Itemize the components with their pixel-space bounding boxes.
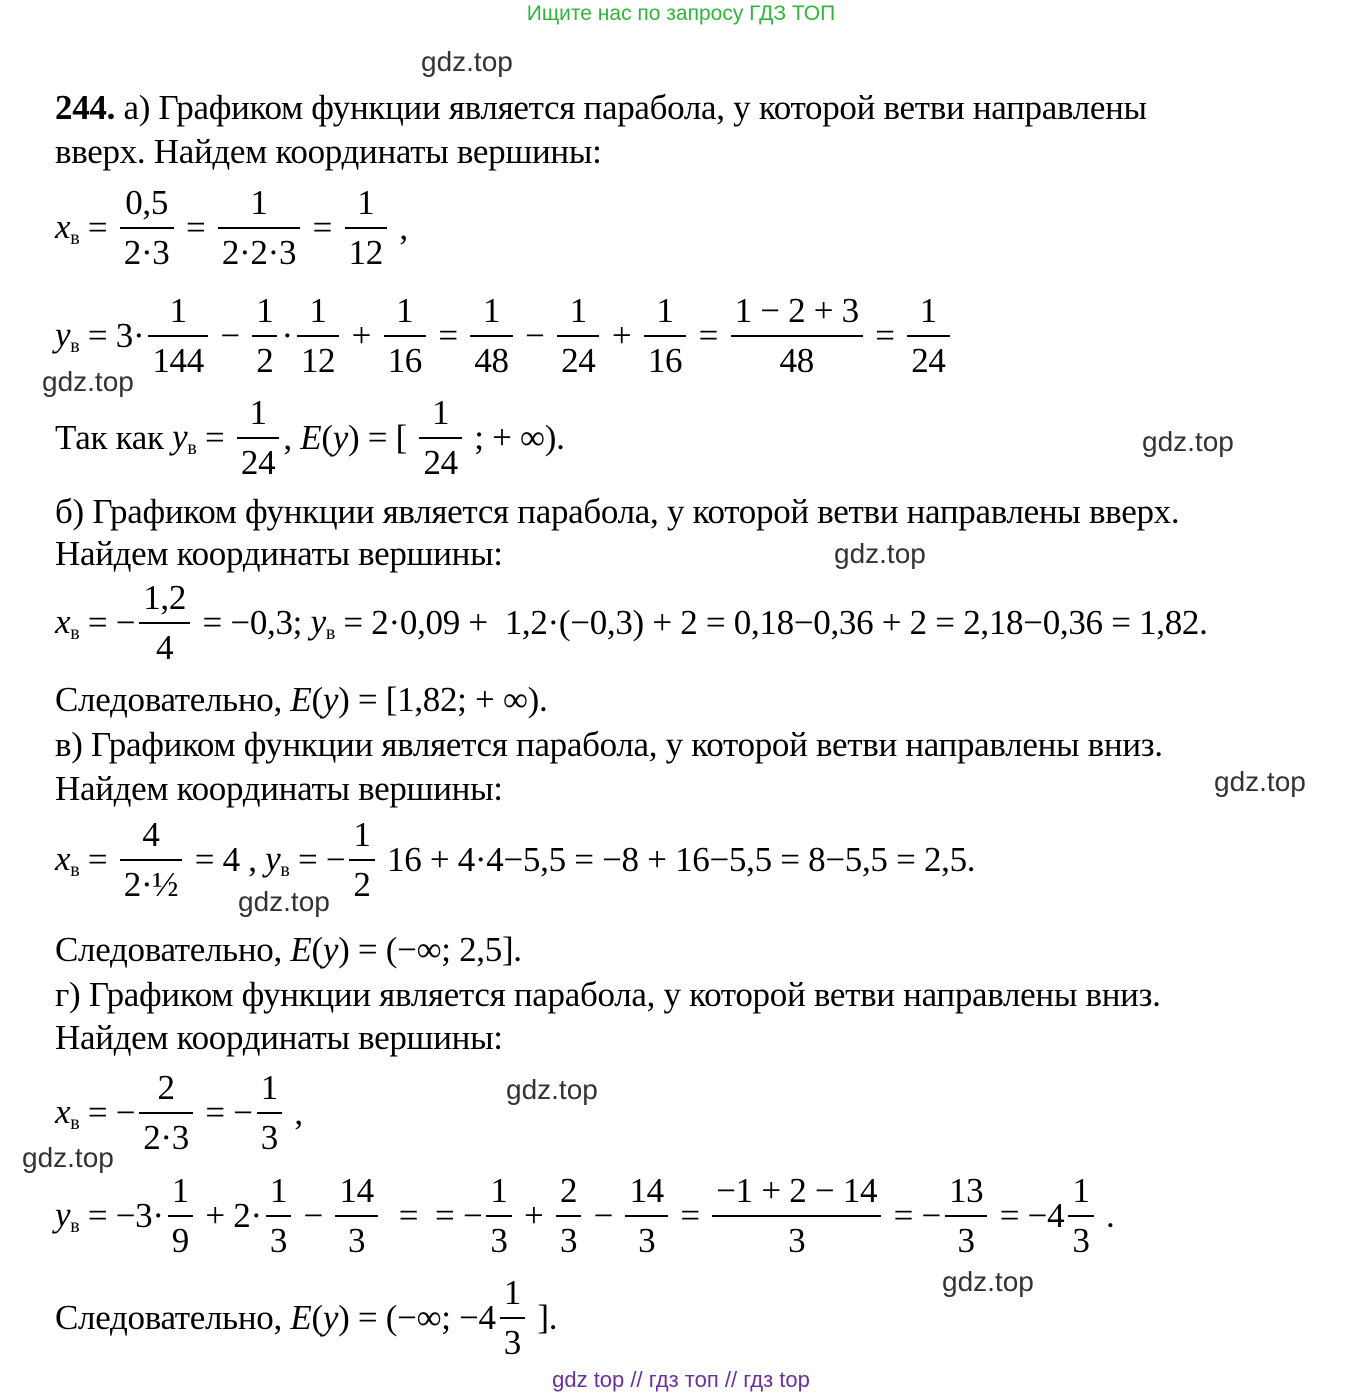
text-run: а) Графиком функции является парабола, у которой ветви направлены [115, 88, 1147, 127]
fraction-numerator: 4 [142, 815, 160, 854]
part-v-conclusion [55, 928, 522, 972]
text-run: = 2·0,09 + 1,2·(−0,3) + 2 = 0,18−0,36 + 2 = 2,18−0,36 = 1,82. [334, 603, 1208, 642]
fraction-denominator: 2 [252, 335, 277, 385]
math-variable-subscripted [172, 417, 196, 460]
text-run: ]. [528, 1298, 558, 1337]
fraction-denominator: 16 [644, 335, 686, 385]
fraction [335, 1167, 377, 1265]
fraction [470, 287, 512, 385]
fraction [237, 389, 279, 487]
text-run: , [390, 208, 408, 247]
fraction [907, 287, 949, 385]
text-run: = [177, 208, 214, 247]
watermark: gdz.top [1214, 766, 1306, 797]
math-variable: E [290, 1298, 312, 1337]
fraction-numerator: 13 [948, 1171, 984, 1210]
text-run: 16 + 4·4−5,5 = −8 + 16−5,5 = 8−5,5 = 2,5. [378, 840, 976, 879]
fraction [1068, 1167, 1093, 1265]
fraction [557, 287, 599, 385]
fraction-denominator: 2·2·3 [218, 227, 300, 277]
fraction-numerator: 1 [171, 1171, 189, 1210]
fraction-numerator: 1 [250, 183, 268, 222]
fraction-denominator: 3 [712, 1215, 881, 1265]
text-run: ( [311, 680, 323, 719]
fraction-denominator: 4 [139, 622, 190, 672]
fraction-denominator: 24 [557, 335, 599, 385]
fraction-numerator: 1 [309, 291, 327, 330]
part-a-x-vertex [55, 168, 408, 288]
watermark: gdz.top [22, 1142, 114, 1173]
part-b-intro-line1 [55, 490, 1179, 534]
text-run: ( [311, 1298, 323, 1337]
variable-name: y [265, 838, 281, 878]
fraction-numerator: 2 [157, 1068, 175, 1107]
watermark: gdz.top [238, 886, 330, 917]
fraction-numerator: 1 [353, 815, 371, 854]
fraction-numerator: 1 [357, 183, 375, 222]
text-run: , [283, 418, 301, 457]
fraction-numerator: 1 [1072, 1171, 1090, 1210]
fraction-numerator: 1 [169, 291, 187, 330]
fraction [384, 287, 426, 385]
variable-subscript: в [70, 858, 80, 881]
variable-subscript: в [280, 858, 290, 881]
text-run: , [285, 1093, 303, 1132]
fraction [139, 1064, 193, 1162]
fraction [168, 1167, 193, 1265]
text-run: = 4 , [186, 840, 266, 879]
part-g-intro-line1 [55, 973, 1161, 1017]
text-run: г) Графиком функции является парабола, у которой ветви направлены вниз. [55, 975, 1161, 1014]
fraction [266, 1167, 291, 1265]
math-variable: E [290, 680, 312, 719]
fraction [486, 1167, 511, 1265]
text-run: − [516, 316, 554, 355]
problem-number: 244. [55, 88, 116, 127]
fraction-denominator: 3 [500, 1317, 525, 1367]
text-run: = − [79, 1093, 136, 1132]
fraction [120, 811, 183, 909]
fraction-denominator: 3 [266, 1215, 291, 1265]
text-run: Так как [55, 418, 173, 457]
fraction-numerator: 1 [569, 291, 587, 330]
text-run: = −4 [991, 1196, 1065, 1235]
variable-name: x [55, 601, 71, 641]
fraction [731, 287, 863, 385]
math-variable-subscripted [55, 602, 79, 645]
variable-name: y [55, 314, 71, 354]
text-run: = [690, 316, 727, 355]
text-run: Найдем координаты вершины: [55, 534, 503, 573]
variable-name: y [55, 1194, 71, 1234]
variable-name: y [172, 416, 188, 456]
fraction-denominator: 3 [486, 1215, 511, 1265]
math-variable-subscripted [55, 1092, 79, 1135]
math-variable: E [290, 930, 312, 969]
part-b-vertex [55, 563, 1208, 683]
variable-subscript: в [325, 621, 335, 644]
text-run: ) = (−∞; −4 [338, 1298, 496, 1337]
part-v-intro-line1 [55, 723, 1163, 767]
fraction-denominator: 16 [384, 335, 426, 385]
text-run: ( [311, 930, 323, 969]
text-run: ) = [1,82; + ∞). [338, 680, 548, 719]
text-run: б) Графиком функции является парабола, у которой ветви направлены вверх. [55, 492, 1180, 531]
fraction-denominator: 24 [237, 437, 279, 487]
variable-subscript: в [70, 621, 80, 644]
text-run: + [343, 316, 380, 355]
fraction-numerator: 1 [396, 291, 414, 330]
fraction-denominator: 3 [625, 1215, 667, 1265]
text-run: + [603, 316, 640, 355]
text-run: = [304, 208, 341, 247]
fraction-numerator: 1,2 [143, 578, 187, 617]
fraction [945, 1167, 987, 1265]
fraction-denominator: 2 [349, 859, 374, 909]
variable-subscript: в [70, 226, 80, 249]
fraction-numerator: 1 [256, 291, 274, 330]
text-run: + [515, 1196, 552, 1235]
watermark: gdz.top [421, 46, 513, 77]
math-variable: y [332, 418, 348, 457]
text-run: вверх. Найдем координаты вершины: [55, 132, 602, 171]
watermark: gdz.top [506, 1074, 598, 1105]
fraction [345, 179, 387, 277]
fraction-numerator: 2 [559, 1171, 578, 1210]
text-run: = [79, 840, 116, 879]
text-run: + 2· [196, 1196, 262, 1235]
fraction [500, 1269, 525, 1367]
fraction [556, 1167, 581, 1265]
watermark: gdz.top [834, 538, 926, 569]
fraction-denominator: 24 [419, 437, 461, 487]
text-run: ) = (−∞; 2,5]. [338, 930, 522, 969]
text-run: = − [289, 840, 346, 879]
part-a-intro-line1 [55, 86, 1147, 130]
math-variable-subscripted [55, 1195, 79, 1238]
fraction [139, 574, 190, 672]
fraction-numerator: 1 [269, 1171, 288, 1210]
fraction-numerator: 0,5 [125, 183, 169, 222]
fraction-denominator: 2·3 [139, 1112, 193, 1162]
fraction-numerator: 1 [260, 1068, 278, 1107]
text-run: Следовательно, [55, 1298, 291, 1337]
text-run: в) Графиком функции является парабола, у которой ветви направлены вниз. [55, 725, 1163, 764]
fraction-numerator: −1 + 2 − 14 [716, 1171, 878, 1210]
fraction [349, 811, 374, 909]
variable-name: x [55, 1091, 71, 1131]
fraction [257, 1064, 282, 1162]
variable-name: x [55, 206, 71, 246]
watermark: gdz.top [942, 1266, 1034, 1297]
math-variable: E [300, 418, 322, 457]
variable-name: y [310, 601, 326, 641]
text-run: ; + ∞). [465, 418, 565, 457]
part-b-conclusion [55, 678, 547, 722]
part-g-conclusion [55, 1258, 557, 1378]
fraction-denominator: 144 [148, 335, 208, 385]
watermark: gdz.top [42, 366, 134, 397]
text-run: Найдем координаты вершины: [55, 769, 503, 808]
math-variable-subscripted [55, 207, 79, 250]
fraction-denominator: 24 [907, 335, 949, 385]
text-run: = [196, 418, 233, 457]
text-run: ) = [ [347, 418, 416, 457]
fraction-denominator: 2·3 [120, 227, 174, 277]
fraction-denominator: 12 [345, 227, 387, 277]
variable-subscript: в [70, 1214, 80, 1237]
fraction-numerator: 14 [339, 1171, 374, 1210]
text-run: = [429, 316, 467, 355]
text-run: − [295, 1196, 332, 1235]
fraction-denominator: 3 [556, 1215, 581, 1265]
fraction [625, 1167, 667, 1265]
text-run: = − [79, 603, 136, 642]
text-run: = [671, 1196, 709, 1235]
math-variable: y [322, 1298, 339, 1337]
fraction [148, 287, 208, 385]
fraction [252, 287, 277, 385]
variable-subscript: в [70, 334, 80, 357]
fraction [120, 179, 174, 277]
math-variable: y [322, 930, 339, 969]
text-run: = = − [381, 1196, 483, 1235]
text-run: = 3· [79, 316, 145, 355]
fraction-denominator: 12 [297, 335, 339, 385]
fraction-numerator: 1 [482, 291, 501, 330]
text-run: = − [885, 1196, 941, 1235]
math-variable-subscripted [311, 602, 335, 645]
search-banner: Ищите нас по запросу ГДЗ ТОП [526, 2, 836, 25]
fraction-denominator: 2·½ [120, 859, 183, 909]
text-run: − [585, 1196, 622, 1235]
fraction-denominator: 3 [945, 1215, 987, 1265]
fraction [218, 179, 300, 277]
fraction-denominator: 48 [470, 335, 512, 385]
math-variable: y [322, 680, 339, 719]
variable-name: x [55, 838, 71, 878]
fraction-numerator: 1 − 2 + 3 [734, 291, 859, 330]
math-variable-subscripted [55, 839, 79, 882]
fraction-numerator: 1 [249, 393, 267, 432]
fraction-numerator: 1 [503, 1273, 521, 1312]
text-run: Следовательно, [55, 680, 291, 719]
text-run: = −0,3; [194, 603, 311, 642]
text-run: = −3· [79, 1196, 164, 1235]
fraction-numerator: 1 [656, 291, 674, 330]
text-run: − [211, 316, 249, 355]
fraction-denominator: 9 [168, 1215, 193, 1265]
text-run: = [866, 316, 904, 355]
math-variable-subscripted [55, 315, 79, 358]
footer-banner: gdz top // гдз топ // гдз top [552, 1367, 810, 1392]
fraction-denominator: 3 [335, 1215, 377, 1265]
fraction-numerator: 1 [919, 291, 937, 330]
text-run: = [79, 208, 116, 247]
watermark: gdz.top [1142, 426, 1234, 457]
fraction-numerator: 1 [432, 393, 450, 432]
math-variable-subscripted [265, 839, 289, 882]
text-run: Найдем координаты вершины: [55, 1018, 503, 1057]
fraction [644, 287, 686, 385]
fraction-numerator: 1 [490, 1171, 508, 1210]
text-run: ( [321, 418, 333, 457]
text-run: · [281, 316, 293, 355]
part-v-vertex [55, 800, 975, 920]
fraction [297, 287, 339, 385]
variable-subscript: в [187, 436, 197, 459]
text-run: = − [196, 1093, 253, 1132]
fraction [419, 389, 461, 487]
fraction-denominator: 3 [1068, 1215, 1093, 1265]
fraction [712, 1167, 881, 1265]
fraction-numerator: 14 [629, 1171, 664, 1210]
fraction-denominator: 48 [731, 335, 863, 385]
text-run: Следовательно, [55, 930, 291, 969]
text-run: . [1097, 1196, 1115, 1235]
fraction-denominator: 3 [257, 1112, 282, 1162]
variable-subscript: в [70, 1111, 80, 1134]
